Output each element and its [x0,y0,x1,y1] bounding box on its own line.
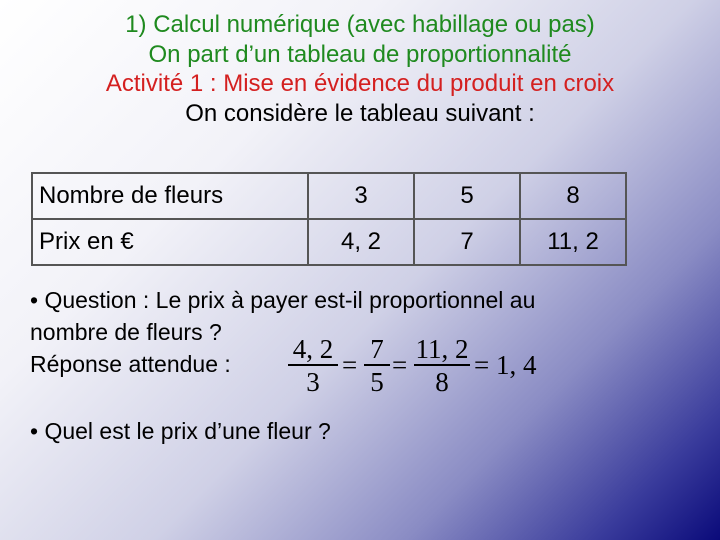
table-row [32,219,626,265]
numerator: 4, 2 [292,334,334,364]
table-cell: 7 [414,219,520,265]
table-cell: 5 [414,173,520,219]
table-row [32,173,626,219]
table-cell: 4, 2 [308,219,414,265]
second-question: • Quel est le prix d’une fleur ? [30,418,331,444]
result-value: = 1, 4 [474,350,537,380]
intro-line: On considère le tableau suivant : [185,99,535,127]
fraction [414,334,470,398]
denominator: 8 [435,366,449,397]
table-cell: 3 [308,173,414,219]
table-cell: 11, 2 [520,219,626,265]
row-label-price: Prix en € [32,219,308,265]
subtitle-line: On part d’un tableau de proportionnalité [148,40,572,68]
answer-label: Réponse attendue : [30,351,231,377]
slide-header [0,10,720,128]
fraction [364,334,390,398]
question-block [30,284,690,380]
fraction [288,334,338,398]
equals-sign: = [392,350,408,380]
proportionality-table [31,172,627,266]
activity-line: Activité 1 : Mise en évidence du produit en croix [105,70,615,97]
denominator: 3 [306,366,320,397]
title-line: 1) Calcul numérique (avec habillage ou pas) [125,11,595,38]
question-line: • Question : Le prix à payer est-il proportionnel au [30,287,536,313]
table-cell: 8 [520,173,626,219]
numerator: 7 [370,334,384,364]
row-label-flowers: Nombre de fleurs [32,173,308,219]
denominator: 5 [370,366,384,397]
equals-sign: = [342,350,358,380]
numerator: 11, 2 [415,334,469,364]
question-line: nombre de fleurs ? [30,319,222,345]
